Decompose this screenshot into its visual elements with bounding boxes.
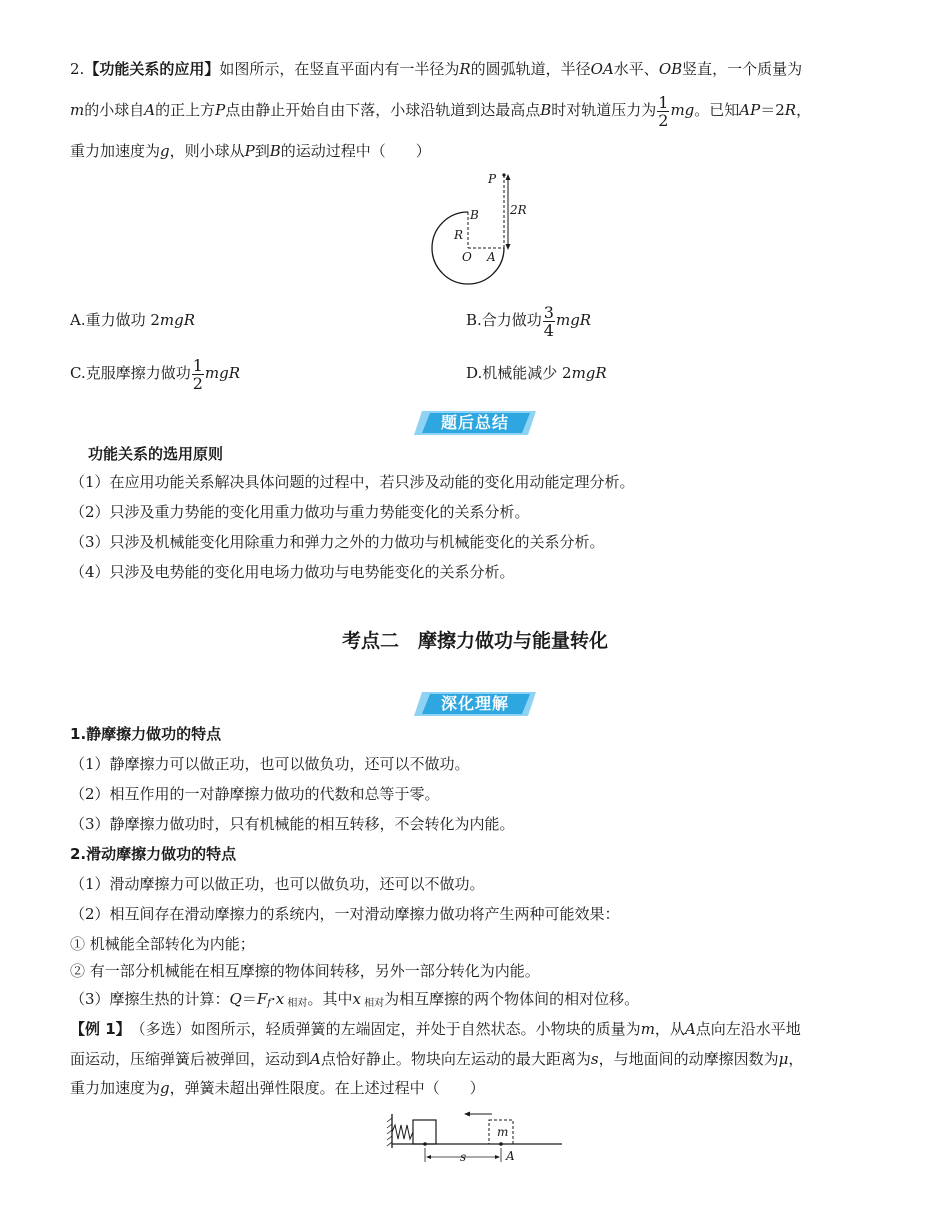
label-a: A [506,1149,515,1163]
var-a: A [310,1050,321,1068]
option-d-text: D.机械能减少 2 [466,364,572,382]
wall-hatch [387,1118,392,1146]
q2-line-3 [70,141,431,161]
example-text: 面运动，压缩弹簧后被弹回，运动到 [70,1050,311,1068]
var-mu: μ [778,1050,789,1068]
arrow-left-icon [464,1112,470,1117]
label-s: s [460,1150,467,1164]
option-d[interactable] [466,363,607,383]
example-text: ， [788,1050,804,1068]
q2-var-mg: mg [670,101,695,119]
sliding-friction-item: （1）滑动摩擦力可以做正功，也可以做负功，还可以不做功。 [70,875,485,893]
option-b[interactable] [466,300,591,340]
formula-text: （3）摩擦生热的计算： [70,990,230,1008]
q2-var-OB: OB [658,60,683,78]
q2-text: 的小球自 [84,101,145,119]
q2-fraction [657,94,669,129]
q2-text: 到 [254,142,270,160]
option-d-var: mgR [571,364,607,382]
formula-equals: ＝ [241,990,257,1008]
option-c-fraction [192,357,204,392]
summary-item: （1）在应用功能关系解决具体问题的过程中，若只涉及动能的变化用动能定理分析。 [70,473,635,491]
arrow-down-icon [506,244,511,250]
q2-text: 点由静止开始自由下落，小球沿轨道到达最高点 [225,101,541,119]
static-friction-item: （3）静摩擦力做功时，只有机械能的相互转移，不会转化为内能。 [70,815,515,833]
example-text: ，弹簧未超出弹性限度。在上述过程中（ ） [169,1079,485,1097]
q2-text: 的运动过程中（ ） [280,142,431,160]
q2-text: 竖直，一个质量为 [682,60,803,78]
q2-text: 时对轨道压力为 [551,101,657,119]
spring [392,1125,413,1139]
q2-text: ，则小球从 [169,142,245,160]
sliding-friction-item: ① 机械能全部转化为内能； [70,935,255,953]
formula-text: 为相互摩擦的两个物体间的相对位移。 [384,990,640,1008]
summary-banner-label: 题后总结 [440,413,509,432]
q2-frac-num: 1 [658,92,669,112]
option-a-var: mgR [159,311,196,329]
label-2r: 2R [510,203,527,217]
deepen-banner-label: 深化理解 [440,694,509,713]
option-c-den: 2 [192,373,203,393]
q2-line-1 [70,59,802,79]
q2-text: 重力加速度为 [70,142,161,160]
q2-var-B: B [269,142,281,160]
sliding-friction-item: ② 有一部分机械能在相互摩擦的物体间转移，另外一部分转化为内能。 [70,962,540,980]
example-text: 点向左沿水平地 [695,1020,801,1038]
summary-heading: 功能关系的选用原则 [88,445,224,463]
formula-text: 。其中 [307,990,353,1008]
q2-tag: 【功能关系的应用】 [84,60,220,78]
example1-line-3 [70,1078,485,1098]
option-b-text: B.合力做功 [466,311,542,329]
sliding-friction-heading: 2.滑动摩擦力做功的特点 [70,845,237,863]
q2-var-R: R [784,101,797,119]
q2-text: 。已知 [694,101,740,119]
option-c-var: mgR [204,364,241,382]
summary-item: （3）只涉及机械能变化用除重力和弹力之外的力做功与机械能变化的关系分析。 [70,533,605,551]
q2-text: 如图所示，在竖直平面内有一半径为 [219,60,460,78]
option-a-text: A.重力做功 2 [70,311,160,329]
summary-item: （2）只涉及重力势能的变化用重力做功与重力势能变化的关系分析。 [70,503,530,521]
summary-banner [414,411,536,435]
static-friction-heading [70,724,221,744]
label-r: R [454,228,464,242]
q2-track-figure [420,166,540,290]
sliding-friction-item: （2）相互间存在滑动摩擦力的系统内，一对滑动摩擦力做功将产生两种可能效果： [70,905,620,923]
heat-formula-line [70,989,639,1014]
heading-number: 1 [70,725,81,743]
q2-var-B: B [540,101,552,119]
label-m: m [497,1125,509,1139]
option-c-num: 1 [192,355,203,375]
var-x-sub: 相对 [284,998,308,1009]
example1-line-2 [70,1049,803,1069]
arrow-left-icon [426,1155,431,1159]
heading-text: .静摩擦力做功的特点 [80,725,222,743]
summary-item: （4）只涉及电势能的变化用电场力做功与电势能变化的关系分析。 [70,563,515,581]
q2-var-OA: OA [590,60,614,78]
var-m: m [640,1020,655,1038]
var-x-sub: 相对 [360,998,385,1009]
spring-block-figure [386,1108,566,1168]
q2-text: 的圆弧轨道，半径 [470,60,591,78]
example-tag: 【例 1】 [70,1020,124,1038]
q2-var-P: P [215,101,226,119]
arrow-up-icon [506,174,511,180]
label-b: B [470,208,479,222]
section-title: 考点二 摩擦力做功与能量转化 [341,630,608,652]
var-f: F [256,990,268,1008]
q2-var-P: P [244,142,255,160]
arrow-right-icon [495,1155,500,1159]
formula-dot: · [271,990,276,1008]
option-b-var: mgR [555,311,592,329]
example-text: ，从 [654,1020,685,1038]
example1-line-1 [70,1019,801,1039]
q2-line-2 [70,92,811,129]
q2-text: 水平、 [613,60,659,78]
q2-number: 2. [70,60,85,78]
ball-p [502,173,505,176]
example-text: 重力加速度为 [70,1079,161,1097]
option-c-text: C.克服摩擦力做功 [70,364,191,382]
q2-var-g: g [160,142,170,160]
static-friction-item: （2）相互作用的一对静摩擦力做功的代数和总等于零。 [70,785,440,803]
var-a: A [684,1020,696,1038]
var-x: x [275,990,285,1008]
q2-var-AP: AP [739,101,761,119]
q2-var-A: A [144,101,156,119]
example-text: 点恰好静止。物块向左运动的最大距离为 [320,1050,591,1068]
point-left [423,1142,427,1146]
q2-var-R: R [459,60,471,78]
q2-text: ＝2 [760,101,785,119]
example-text: ，与地面间的动摩擦因数为 [598,1050,779,1068]
deepen-banner [414,692,536,716]
option-b-den: 4 [543,320,554,340]
point-a [499,1142,503,1146]
block-left [413,1120,436,1144]
q2-text: ， [796,101,812,119]
q2-frac-den: 2 [658,110,669,130]
var-g: g [160,1079,170,1097]
option-c[interactable] [70,353,240,393]
option-b-num: 3 [543,302,554,322]
var-x: x [352,990,361,1008]
example-text: （多选）如图所示，轻质弹簧的左端固定，并处于自然状态。小物块的质量为 [123,1020,641,1038]
label-o: O [462,250,472,264]
option-a[interactable] [70,310,195,330]
var-q: Q [229,990,242,1008]
option-b-fraction [543,304,555,339]
var-s: s [590,1050,599,1068]
q2-text: 的正上方 [155,101,216,119]
label-a: A [487,250,496,264]
q2-var-m: m [70,101,85,119]
static-friction-item: （1）静摩擦力可以做正功，也可以做负功，还可以不做功。 [70,755,470,773]
var-f-sub: f [267,998,271,1009]
label-p: P [488,172,497,186]
